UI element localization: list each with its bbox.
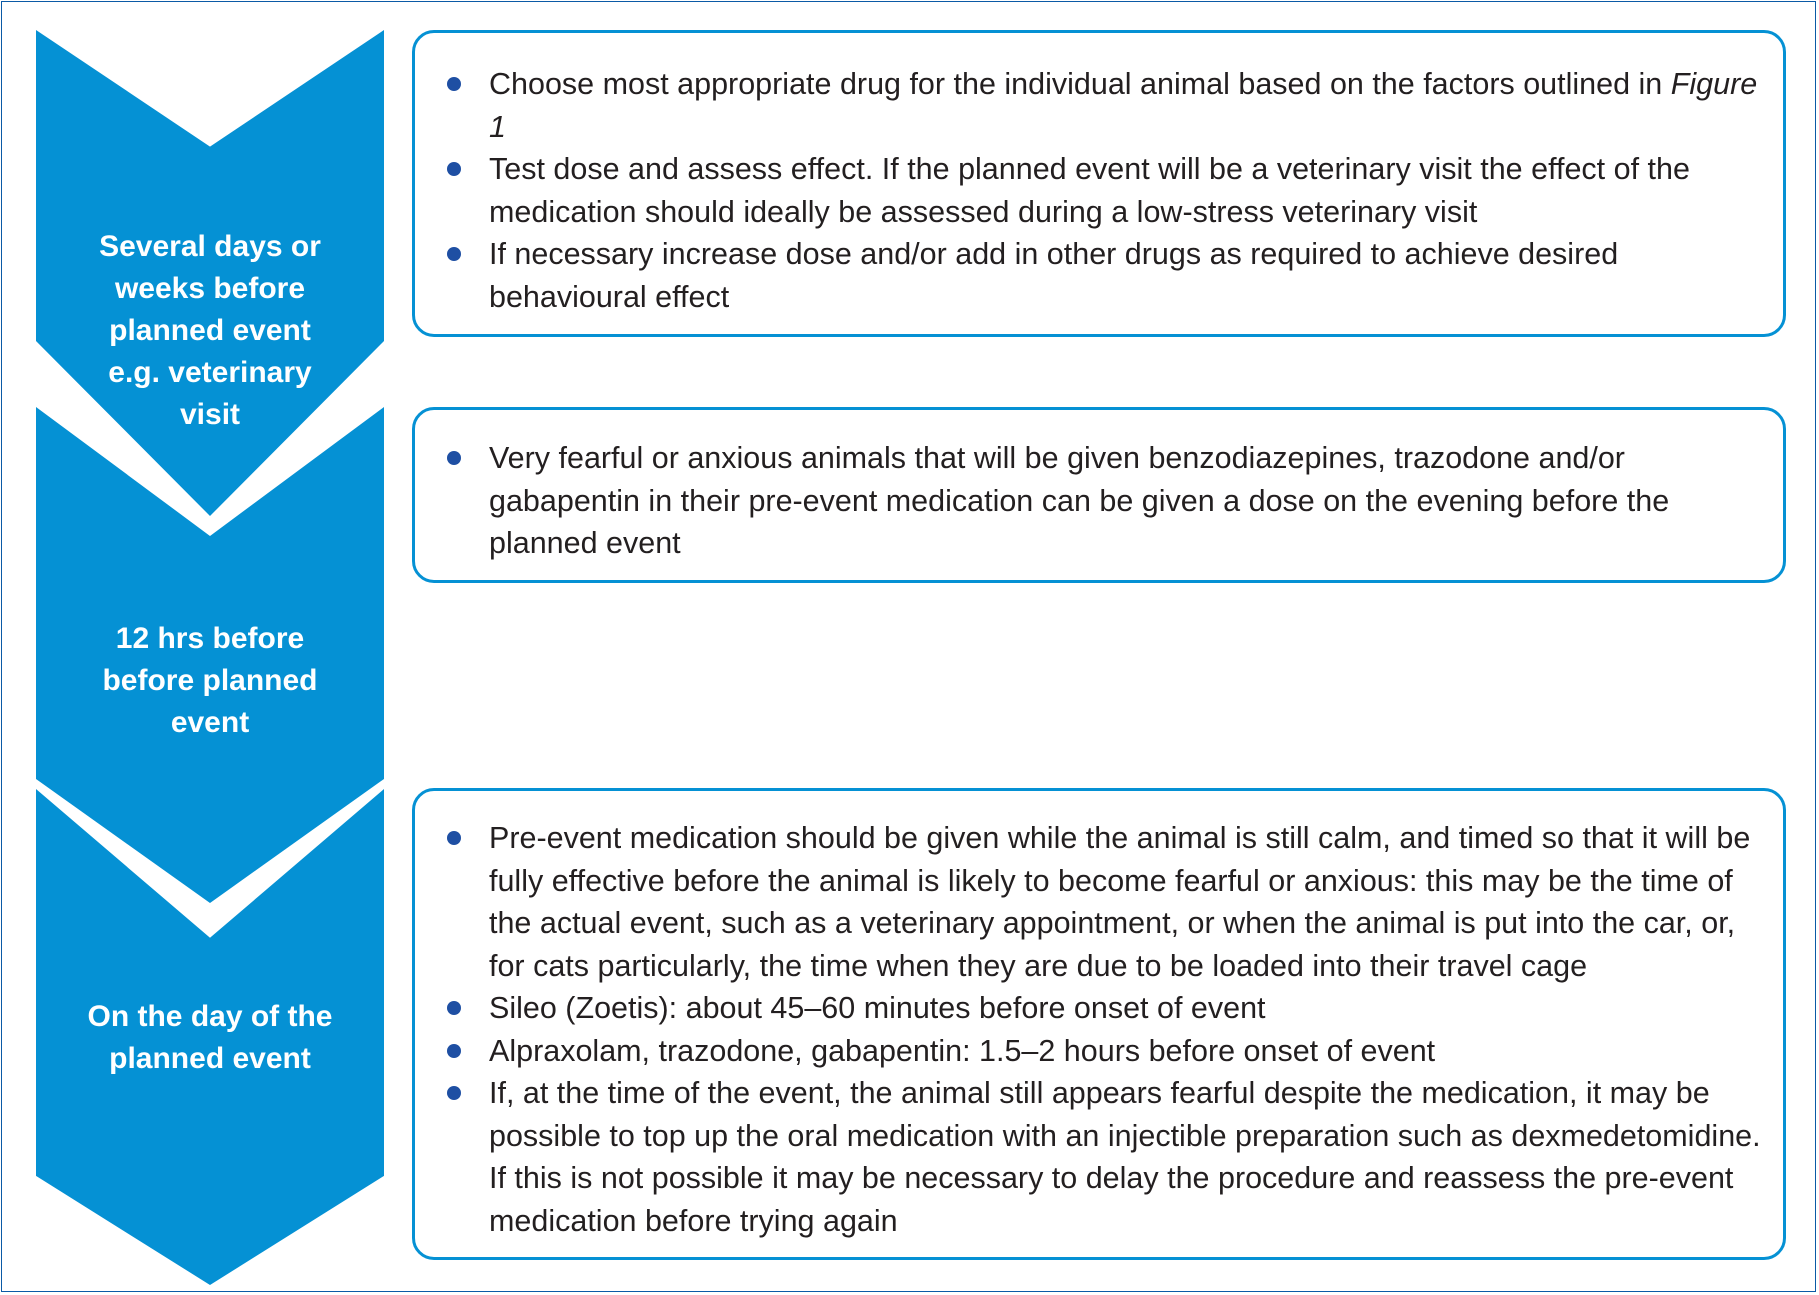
- bullet-item: [415, 987, 1783, 1030]
- stage-label-line: On the day of the: [87, 1000, 333, 1033]
- stage-label-line: visit: [179, 398, 241, 431]
- bullet-text: Test dose and assess effect. If the planned event will be a veterinary visit the effect of the medication should ideally be assessed during a low-stress veterinary visit: [489, 152, 1690, 229]
- bullet-item: [415, 233, 1783, 318]
- stage-label-line: event: [170, 706, 250, 739]
- bullet-item: [415, 148, 1783, 233]
- stage-label-1: [36, 226, 384, 436]
- bullet-list: [415, 817, 1783, 1242]
- stage-label-line: e.g. veterinary: [108, 356, 312, 389]
- bullet-list: [415, 437, 1783, 565]
- bullet-text: If necessary increase dose and/or add in other drugs as required to achieve desired behavioural effect: [489, 237, 1619, 314]
- bullet-item: [415, 1030, 1783, 1073]
- stage-box-3: [412, 788, 1786, 1260]
- bullet-item: [415, 437, 1783, 565]
- bullet-item: [415, 1072, 1783, 1242]
- bullet-text: Pre-event medication should be given while the animal is still calm, and timed so that it will be fully effective before the animal is likely to become fearful or anxious: this may be the time of the actual event, such as a veterinary appointment, or when the animal is put into the car, or, for cats particularly, the time when they are due to be loaded into their travel cage: [489, 821, 1751, 983]
- stage-label-line: 12 hrs before: [115, 622, 305, 655]
- bullet-dot-icon: [447, 451, 461, 465]
- bullet-text: Choose most appropriate drug for the individual animal based on the factors outlined in: [489, 67, 1671, 101]
- stage-label-line: planned event: [109, 314, 311, 347]
- bullet-item: [415, 817, 1783, 987]
- bullet-dot-icon: [447, 247, 461, 261]
- bullet-dot-icon: [447, 1086, 461, 1100]
- bullet-text: Very fearful or anxious animals that will be given benzodiazepines, trazodone and/or gabapentin in their pre-event medication can be given a dose on the evening before the planned event: [489, 441, 1670, 560]
- stage-label-line: weeks before: [114, 272, 306, 305]
- stage-box-2: [412, 407, 1786, 583]
- stage-label-line: before planned: [102, 664, 318, 697]
- bullet-dot-icon: [447, 77, 461, 91]
- bullet-dot-icon: [447, 1044, 461, 1058]
- stage-label-2: [36, 618, 384, 744]
- stage-label-line: Several days or: [99, 230, 321, 263]
- bullet-dot-icon: [447, 831, 461, 845]
- stage-label-3: [36, 996, 384, 1080]
- bullet-text: If, at the time of the event, the animal still appears fearful despite the medication, it may be possible to top up the oral medication with an injectible preparation such as dexmedetomidine. If this is not possible it may be necessary to delay the procedure and reassess the pre-event medication before trying again: [489, 1076, 1761, 1238]
- bullet-item: [415, 63, 1783, 148]
- bullet-list: [415, 63, 1783, 318]
- figure-reference: Figure 1: [489, 67, 1758, 144]
- stage-box-1: [412, 30, 1786, 337]
- bullet-text: Sileo (Zoetis): about 45–60 minutes before onset of event: [489, 991, 1266, 1025]
- bullet-text: Alpraxolam, trazodone, gabapentin: 1.5–2 hours before onset of event: [489, 1033, 1436, 1068]
- stage-label-line: planned event: [109, 1042, 311, 1075]
- bullet-dot-icon: [447, 1001, 461, 1015]
- bullet-dot-icon: [447, 162, 461, 176]
